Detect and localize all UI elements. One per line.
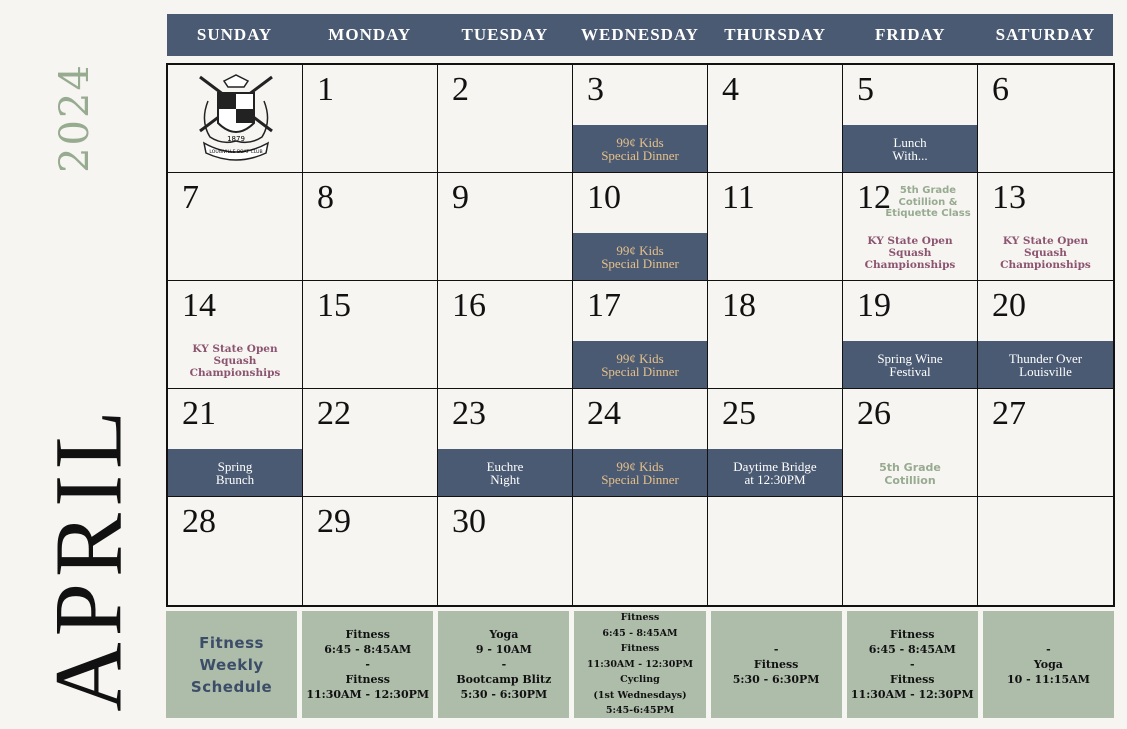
weekday-thursday: THURSDAY	[724, 25, 827, 44]
day-cell[interactable]	[168, 173, 303, 281]
day-number: 5	[857, 71, 874, 108]
day-cell[interactable]	[978, 173, 1113, 281]
event-squash[interactable]: KY State Open Squash Championships	[189, 343, 281, 379]
day-cell[interactable]	[573, 281, 708, 389]
day-number: 10	[587, 179, 621, 216]
day-number: 21	[182, 395, 216, 432]
day-cell-blank	[978, 497, 1113, 605]
weekday-saturday: SATURDAY	[995, 25, 1096, 44]
day-number: 1	[317, 71, 334, 108]
event-kids-dinner[interactable]: 99¢ Kids Special Dinner	[573, 341, 707, 389]
event-cotillion[interactable]: 5th Grade Cotillion	[879, 461, 941, 487]
day-number: 7	[182, 179, 199, 216]
day-number: 23	[452, 395, 486, 432]
day-cell[interactable]	[303, 389, 438, 497]
day-cell[interactable]	[978, 65, 1113, 173]
day-cell[interactable]	[168, 389, 303, 497]
event-bridge[interactable]: Daytime Bridge at 12:30PM	[708, 449, 842, 497]
event-wine-festival[interactable]: Spring Wine Festival	[843, 341, 977, 389]
weekday-monday: MONDAY	[328, 25, 412, 44]
day-cell[interactable]	[438, 173, 573, 281]
weekday-tuesday: TUESDAY	[461, 25, 549, 44]
day-cell[interactable]	[843, 65, 978, 173]
year-label: 2024	[52, 62, 98, 173]
day-cell[interactable]	[303, 281, 438, 389]
day-cell[interactable]	[573, 65, 708, 173]
fitness-thursday: - Fitness 5:30 - 6:30PM	[711, 611, 842, 718]
event-kids-dinner[interactable]: 99¢ Kids Special Dinner	[573, 125, 707, 173]
fitness-title: Fitness Weekly Schedule	[166, 611, 297, 718]
day-cell[interactable]	[303, 497, 438, 605]
day-number: 17	[587, 287, 621, 324]
day-number: 22	[317, 395, 351, 432]
calendar-grid	[166, 63, 1115, 607]
day-cell[interactable]	[708, 65, 843, 173]
day-number: 15	[317, 287, 351, 324]
day-number: 16	[452, 287, 486, 324]
day-number: 25	[722, 395, 756, 432]
day-number: 18	[722, 287, 756, 324]
fitness-monday: Fitness 6:45 - 8:45AM - Fitness 11:30AM - 12:30PM	[302, 611, 433, 718]
day-number: 27	[992, 395, 1026, 432]
day-cell[interactable]	[303, 65, 438, 173]
day-cell[interactable]	[168, 497, 303, 605]
fitness-friday: Fitness 6:45 - 8:45AM - Fitness 11:30AM - 12:30PM	[847, 611, 978, 718]
day-cell[interactable]	[168, 281, 303, 389]
event-squash[interactable]: KY State Open Squash Championships	[1000, 235, 1091, 271]
day-cell[interactable]	[438, 389, 573, 497]
day-cell[interactable]	[843, 389, 978, 497]
weekday-wednesday: WEDNESDAY	[581, 25, 699, 44]
day-number: 24	[587, 395, 621, 432]
day-number: 26	[857, 395, 891, 432]
day-cell-blank	[843, 497, 978, 605]
fitness-saturday: - Yoga 10 - 11:15AM	[983, 611, 1114, 718]
day-number: 3	[587, 71, 604, 108]
weekday-header	[167, 14, 1113, 56]
day-cell[interactable]	[843, 173, 978, 281]
event-kids-dinner[interactable]: 99¢ Kids Special Dinner	[573, 233, 707, 281]
day-cell[interactable]	[978, 281, 1113, 389]
day-cell[interactable]	[708, 389, 843, 497]
day-number: 29	[317, 503, 351, 540]
day-cell-blank	[573, 497, 708, 605]
day-cell[interactable]	[708, 173, 843, 281]
day-number: 14	[182, 287, 216, 324]
event-lunch[interactable]: Lunch With...	[843, 125, 977, 173]
event-brunch[interactable]: Spring Brunch	[168, 449, 302, 497]
day-number: 30	[452, 503, 486, 540]
day-cell-blank	[168, 65, 303, 173]
day-number: 9	[452, 179, 469, 216]
club-crest-logo	[194, 71, 278, 163]
day-cell-blank	[708, 497, 843, 605]
day-cell[interactable]	[438, 497, 573, 605]
day-cell[interactable]	[573, 389, 708, 497]
day-number: 11	[722, 179, 755, 216]
day-number: 2	[452, 71, 469, 108]
event-cotillion-etiquette[interactable]: 5th Grade Cotillion & Etiquette Class	[885, 185, 971, 219]
day-number: 4	[722, 71, 739, 108]
fitness-schedule	[166, 611, 1114, 718]
event-squash[interactable]: KY State Open Squash Championships	[864, 235, 956, 271]
event-euchre[interactable]: Euchre Night	[438, 449, 572, 497]
day-cell[interactable]	[303, 173, 438, 281]
day-cell[interactable]	[438, 65, 573, 173]
day-cell[interactable]	[708, 281, 843, 389]
day-number: 13	[992, 179, 1026, 216]
event-thunder[interactable]: Thunder Over Louisville	[978, 341, 1113, 389]
event-kids-dinner[interactable]: 99¢ Kids Special Dinner	[573, 449, 707, 497]
day-number: 6	[992, 71, 1009, 108]
fitness-wednesday: Fitness 6:45 - 8:45AM Fitness 11:30AM - 12:30PM Cycling (1st Wednesdays) 5:45-6:45PM	[574, 611, 705, 718]
day-number: 28	[182, 503, 216, 540]
svg-text:1879: 1879	[227, 135, 245, 143]
month-label: APRIL	[34, 403, 141, 712]
day-number: 19	[857, 287, 891, 324]
day-number: 8	[317, 179, 334, 216]
day-cell[interactable]	[438, 281, 573, 389]
day-cell[interactable]	[978, 389, 1113, 497]
day-cell[interactable]	[843, 281, 978, 389]
weekday-friday: FRIDAY	[875, 25, 946, 44]
fitness-tuesday: Yoga 9 - 10AM - Bootcamp Blitz 5:30 - 6:30PM	[438, 611, 569, 718]
day-cell[interactable]	[573, 173, 708, 281]
day-number: 20	[992, 287, 1026, 324]
weekday-sunday: SUNDAY	[196, 25, 273, 44]
svg-text:LOUISVILLE BOAT CLUB: LOUISVILLE BOAT CLUB	[209, 150, 263, 155]
day-number: 12	[857, 179, 891, 216]
